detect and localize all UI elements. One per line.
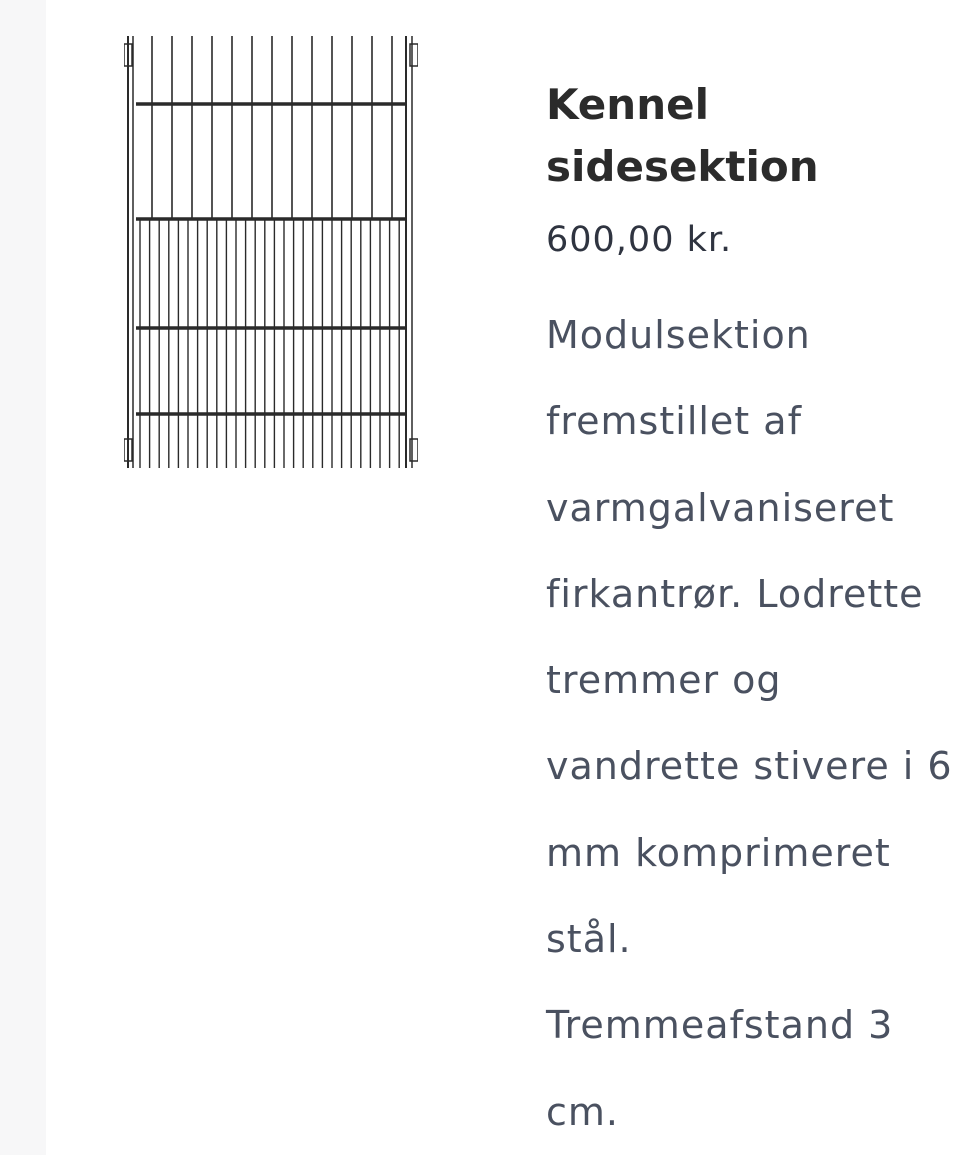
description-line: Modulsektion [546,313,811,357]
kennel-panel-icon [124,34,418,470]
product-title-line-2: sidesektion [546,142,819,191]
product-title [546,74,960,198]
product-title-line-1: Kennel [546,80,709,129]
description-line: fremstillet af [546,399,802,444]
product-info [546,74,960,1155]
description-line: cm. [546,1089,619,1134]
description-line: mm komprimeret [546,830,891,875]
product-description [546,292,960,1155]
description-line: Tremmeafstand 3 [546,1003,894,1048]
description-line: stål. [546,917,632,962]
panel-hinge-tab [410,44,418,66]
panel-hinge-tab [410,439,418,461]
description-line: tremmer og [546,658,782,703]
product-image[interactable] [124,34,418,470]
description-line: vandrette stivere i 6 [546,744,953,789]
product-price: 600,00 kr. [546,220,733,260]
left-margin-strip [0,0,46,1155]
description-line: varmgalvaniseret [546,485,895,530]
description-line: firkantrør. Lodrette [546,571,924,616]
